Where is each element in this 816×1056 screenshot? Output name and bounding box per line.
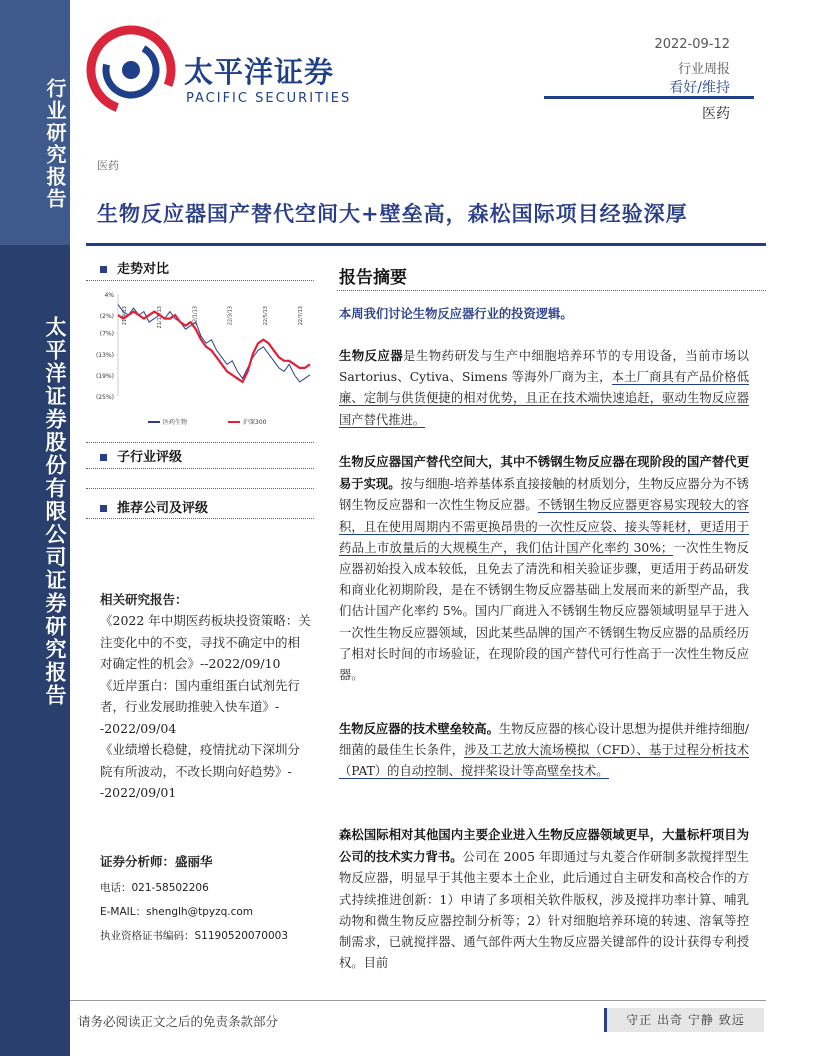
square-bullet-icon [100,454,107,461]
abstract-intro: 本周我们讨论生物反应器行业的投资逻辑。 [339,306,573,321]
x-tick-label: 21/11/13 [157,306,164,329]
related-report-item[interactable]: 《2022 年中期医药板块投资策略：关注变化中的不变，寻找不确定中的相对确定性的机会》--2022/09/10 [100,613,311,671]
square-bullet-icon [100,505,107,512]
trend-divider [86,280,314,281]
sector-label: 医药 [97,159,119,172]
analyst-name: 证券分析师：盛丽华 [100,854,213,869]
recommend-heading: 推荐公司及评级 [100,497,208,516]
header-divider [544,96,754,99]
y-tick-label: (25%) [95,394,114,401]
x-tick-label: 22/3/13 [227,306,234,326]
footer-disclaimer: 请务必阅读正文之后的免责条款部分 [78,1014,279,1029]
logo-english-name: PACIFIC SECURITIES [186,91,352,106]
x-tick-label: 22/5/13 [262,306,269,326]
x-tick-label: 21/9/13 [122,306,128,326]
logo-chinese-name: 太平洋证券 [184,55,335,89]
footer-motto: 守正 出奇 宁静 致远 [604,1008,764,1032]
square-bullet-icon [100,266,107,273]
sidebar-company-name: 太平洋证券股份有限公司证券研究报告 [43,316,67,707]
trend-chart [88,286,316,446]
analyst-phone: 电话：021-58502206 [100,882,209,894]
abstract-paragraph-4: 森松国际相对其他国内主要企业进入生物反应器领域更早，大量标杆项目为公司的技术实力背书。公司在 2005 年即通过与丸菱合作研制多款搅拌型生物反应器，明显早于其他主要本土企业，此后通过自主研发和高校合作的方式持续推进创新：1）申请了多项相关软件版权，涉及搅拌功率计算、哺乳动物和微生物反应器控制分析等；2）针对细胞培养环境的转速、溶氧等控制需求，已就搅拌器、通气部件两大生物反应器关键部件的设计获得专利授权。目前 [339,827,749,971]
footer-divider [70,1000,766,1001]
trend-heading: 走势对比 [100,258,169,277]
y-tick-label: (19%) [95,372,114,380]
x-tick-label: 22/1/13 [192,306,199,326]
abstract-divider [337,290,766,291]
report-title: 生物反应器国产替代空间大+壁垒高，森松国际项目经验深厚 [97,201,688,226]
sidebar-report-category: 行业研究报告 [43,78,67,210]
y-tick-label: (13%) [95,351,114,359]
report-date: 2022-09-12 [654,37,730,52]
related-report-item[interactable]: 《近岸蛋白：国内重组蛋白试剂先行者，行业发展助推驶入快车道》--2022/09/04 [100,677,301,736]
subindustry-heading: 子行业评级 [100,446,182,465]
abstract-paragraph-2: 生物反应器国产替代空间大，其中不锈钢生物反应器在现阶段的国产替代更易于实现。按与细胞-培养基体系直接接触的材质划分，生物反应器分为不锈钢生物反应器和一次性生物反应器。不锈钢生物反应器更容易实现较大的容积，且在使用周期内不需更换昂贵的一次性反应袋、接头等耗材，更适用于药品上市放量后的大规模生产，我们估计国产化率约 30%；一次性生物反应器初始投入成本较低，且免去了清洗和相关验证步骤，更适用于药品研发和商业化初期阶段，是在不锈钢生物反应器基础上发展而来的新型产品，我们估计国产化率约 5%。国内厂商进入不锈钢生物反应器领域明显早于进入一次性生物反应器领域，因此某些品牌的国产不锈钢生物反应器的品质经历了相对长时间的市场验证，在现阶段的国产替代可行性高于一次性生物反应器。 [339,454,749,683]
legend-label: 医药生物 [163,419,188,426]
abstract-title: 报告摘要 [339,268,407,288]
title-divider [86,243,766,246]
chart-bottom-divider [86,442,314,443]
related-report-item[interactable]: 《业绩增长稳健，疫情扰动下深圳分院有所波动，不改长期向好趋势》--2022/09/01 [100,742,301,800]
related-reports-title: 相关研究报告： [100,592,188,607]
analyst-email[interactable]: E-MAIL：shenglh@tpyzq.com [100,906,254,918]
abstract-paragraph-3: 生物反应器的技术壁垒较高。生物反应器的核心设计思想为提供并维持细胞/细菌的最佳生长条件，涉及工艺放大流场模拟（CFD）、基于过程分析技术（PAT）的自动控制、搅拌桨设计等高壁垒技术。 [339,721,749,779]
subindustry-divider [86,468,314,469]
pacific-logo-icon [86,25,176,115]
legend-label: 沪深300 [243,419,267,426]
report-type: 行业周报 [677,62,730,77]
series-line [118,312,310,382]
industry-rating: 看好/维持 [669,80,730,96]
recommend-top-divider [86,488,314,489]
y-tick-label: 4% [104,292,114,299]
analyst-cert: 执业资格证书编码：S1190520070003 [100,930,289,942]
recommend-divider [86,518,314,519]
trend-chart-svg [88,286,316,446]
related-reports-list [100,610,312,804]
y-tick-label: (7%) [99,330,114,338]
x-tick-label: 22/7/13 [298,306,304,326]
header-sector: 医药 [702,106,730,122]
abstract-paragraph-1: 生物反应器是生物药研发与生产中细胞培养环节的专用设备，当前市场以 Sartorius、Cytiva、Simens 等海外厂商为主，本土厂商具有产品价格低廉、定制与供货便捷的相对优势，且正在技术端快速追赶，驱动生物反应器国产替代推进。 [339,348,749,427]
y-tick-label: (2%) [99,313,114,321]
